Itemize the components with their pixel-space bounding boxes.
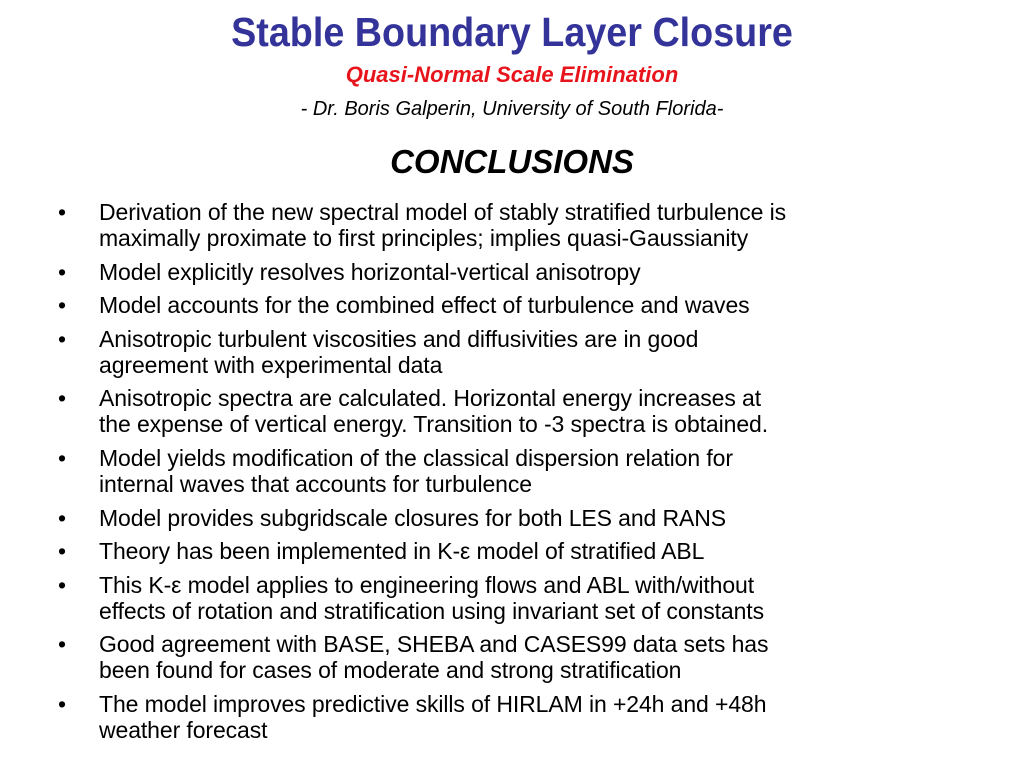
bullet-text-line1: Theory has been implemented in K-ε model of stratified ABL <box>99 538 705 565</box>
bullet-icon: • <box>58 199 66 225</box>
bullet-text-line2: been found for cases of moderate and strong stratification <box>99 657 682 684</box>
bullet-text-line1: The model improves predictive skills of HIRLAM in +24h and +48h <box>99 690 767 717</box>
slide-title: Stable Boundary Layer Closure <box>231 9 793 55</box>
bullet-icon: • <box>58 444 66 471</box>
list-item <box>58 385 1008 437</box>
list-item <box>58 505 1008 531</box>
bullet-icon: • <box>58 258 66 285</box>
bullet-text-line2: the expense of vertical energy. Transition to -3 spectra is obtained. <box>99 411 768 438</box>
list-item <box>58 631 1008 683</box>
bullet-text-line1: Good agreement with BASE, SHEBA and CASES99 data sets has <box>99 631 769 658</box>
section-heading: CONCLUSIONS <box>390 143 634 180</box>
bullet-text-line2: weather forecast <box>99 716 268 743</box>
bullet-text-line1: Anisotropic turbulent viscosities and diffusivities are in good <box>99 325 699 352</box>
bullet-text-line1: Anisotropic spectra are calculated. Horizontal energy increases at <box>99 385 762 412</box>
list-item <box>58 691 1008 743</box>
bullet-icon: • <box>58 538 66 565</box>
bullet-text-line2: effects of rotation and stratification using invariant set of constants <box>99 597 764 624</box>
bullet-icon: • <box>58 292 66 319</box>
conclusions-list <box>58 199 1008 751</box>
bullet-icon: • <box>58 325 66 352</box>
slide-subtitle: Quasi-Normal Scale Elimination <box>345 62 679 87</box>
bullet-text-line1: Derivation of the new spectral model of stably stratified turbulence is <box>99 199 787 225</box>
list-item <box>58 259 1008 285</box>
list-item <box>58 199 1008 251</box>
bullet-text-line1: This K-ε model applies to engineering flows and ABL with/without <box>99 571 755 598</box>
list-item <box>58 445 1008 497</box>
bullet-icon: • <box>58 631 66 658</box>
bullet-text-line1: Model yields modification of the classical dispersion relation for <box>99 444 733 471</box>
list-item <box>58 292 1008 318</box>
bullet-text-line2: internal waves that accounts for turbulence <box>99 470 532 497</box>
bullet-text-line1: Model provides subgridscale closures for both LES and RANS <box>99 504 727 531</box>
author-line: - Dr. Boris Galperin, University of South Florida- <box>300 98 724 120</box>
list-item <box>58 326 1008 378</box>
list-item <box>58 538 1008 564</box>
bullet-icon: • <box>58 504 66 531</box>
bullet-text-line1: Model accounts for the combined effect of turbulence and waves <box>99 292 750 319</box>
bullet-icon: • <box>58 571 66 598</box>
bullet-text-line2: maximally proximate to first principles; implies quasi-Gaussianity <box>99 225 749 251</box>
bullet-text-line1: Model explicitly resolves horizontal-vertical anisotropy <box>99 258 641 285</box>
bullet-icon: • <box>58 690 66 717</box>
bullet-text-line2: agreement with experimental data <box>99 351 443 378</box>
bullet-icon: • <box>58 385 66 412</box>
list-item <box>58 572 1008 624</box>
